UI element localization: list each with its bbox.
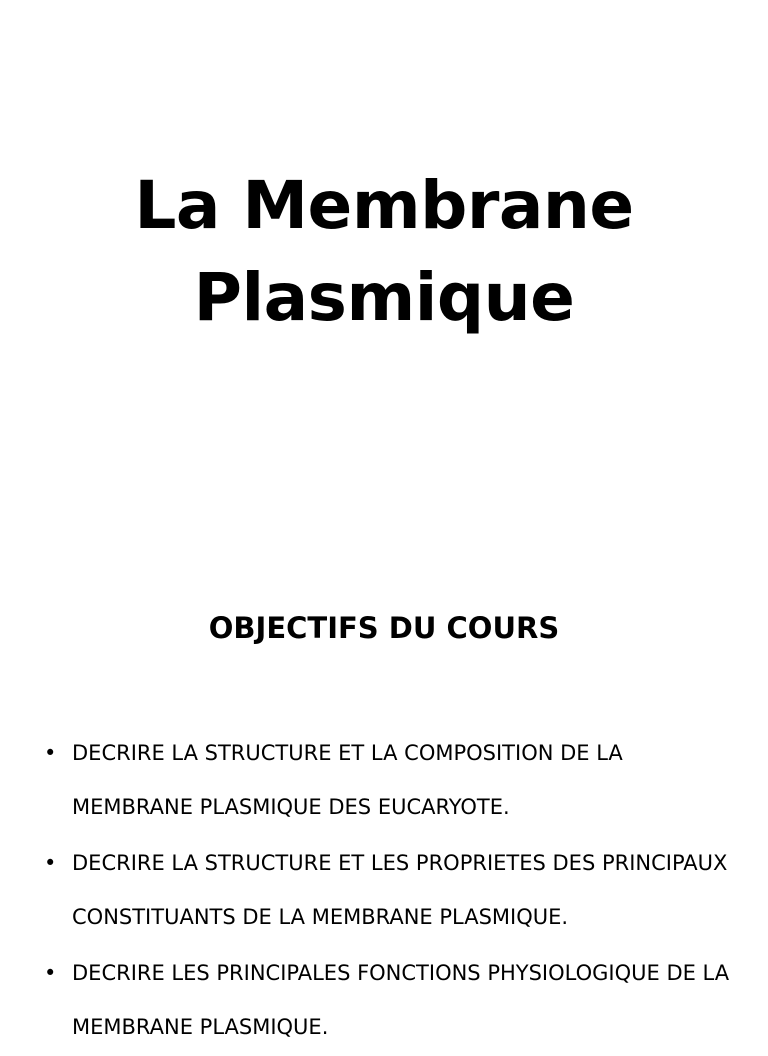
bullet-icon: • [44,851,57,875]
objective-item [44,836,734,944]
objective-text: DECRIRE LA STRUCTURE ET LES PROPRIETES DES PRINCIPAUX CONSTITUANTS DE LA MEMBRANE PLASMIQUE. [72,851,728,929]
bullet-icon: • [44,961,57,985]
objective-item [44,946,734,1054]
bullet-icon: • [44,741,57,765]
objectives-heading: OBJECTIFS DU COURS [208,611,560,645]
objectives-list [44,726,734,1056]
objective-item [44,726,734,834]
objective-text: DECRIRE LES PRINCIPALES FONCTIONS PHYSIOLOGIQUE DE LA MEMBRANE PLASMIQUE. [72,961,730,1039]
objective-text: DECRIRE LA STRUCTURE ET LA COMPOSITION DE LA MEMBRANE PLASMIQUE DES EUCARYOTE. [72,741,623,819]
slide-title: La Membrane Plasmique [134,167,634,336]
